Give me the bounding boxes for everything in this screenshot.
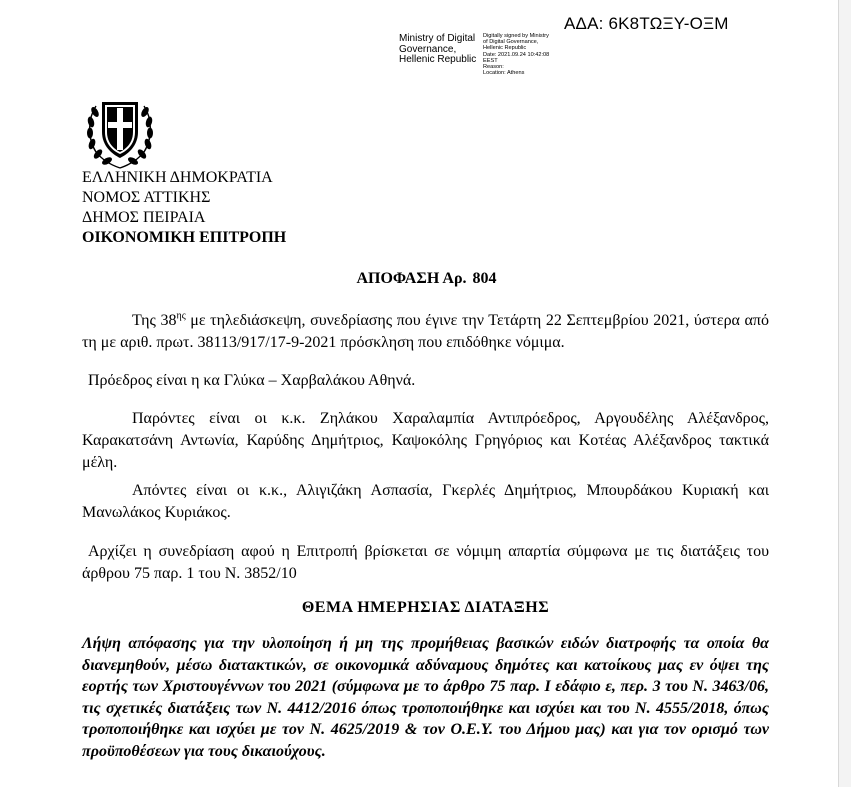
signature-detail-line: Reason: bbox=[483, 64, 504, 71]
signer-line: Governance, bbox=[399, 43, 457, 55]
signer-line: Ministry of Digital bbox=[399, 33, 476, 44]
signature-detail-line: Date: 2021.09.24 10:42:08 bbox=[483, 51, 550, 58]
meeting-post: με τηλεδιάσκεψη, συνεδρίασης που έγινε την Τετάρτη 22 Σεπτεμβρίου 2021, ύστερα από τη με αριθ. πρωτ. 38113/917/17-9-2021 πρόσκληση που επιδόθηκε νόμιμα. bbox=[82, 312, 769, 351]
decision-label: ΑΠΟΦΑΣΗ Αρ. bbox=[356, 270, 467, 287]
signer-line: Hellenic Republic bbox=[399, 54, 477, 65]
meeting-paragraph bbox=[82, 310, 769, 354]
digital-signature-signer bbox=[399, 34, 476, 66]
agenda-theme-title: ΘΕΜΑ ΗΜΕΡΗΣΙΑΣ ΔΙΑΤΑΞΗΣ bbox=[301, 599, 550, 616]
header-prefecture: ΝΟΜΟΣ ΑΤΤΙΚΗΣ bbox=[82, 189, 211, 206]
digital-signature-details bbox=[483, 33, 549, 76]
decision-title bbox=[0, 270, 851, 288]
header-municipality: ΔΗΜΟΣ ΠΕΙΡΑΙΑ bbox=[82, 209, 206, 226]
president-paragraph: Πρόεδρος είναι η κα Γλύκα – Χαρβαλάκου Αθηνά. bbox=[88, 372, 416, 389]
signature-detail-line: Hellenic Republic bbox=[483, 45, 527, 52]
agenda-subject: Λήψη απόφασης για την υλοποίηση ή μη της προμήθειας βασικών ειδών διατροφής τα οποία θα διανεμηθούν, μέσω διατακτικών, σε οικονομικά αδύναμους δημότες και κατοίκους μας εν όψει της εορτής των Χριστουγέννων του 2021 (σύμφωνα με το άρθρο 75 παρ. Ι εδάφιο ε, περ. 3 του Ν. 3463/06, τις σχετικές διατάξεις των Ν. 4412/2016 όπως τροποποιήθηκε και ισχύει και του Ν. 4555/2018, όπως τροποποιήθηκε και ισχύει με τον Ν. 4625/2019 & τον Ο.Ε.Υ. του Δήμου μας) και για τον ορισμό των προϋποθέσεων για τους δικαιούχους. bbox=[82, 635, 769, 760]
decision-number: 804 bbox=[472, 270, 497, 287]
present-members-paragraph: Παρόντες είναι οι κ.κ. Ζηλάκου Χαραλαμπία Αντιπρόεδρος, Αργουδέλης Αλέξανδρος, Καρακατσάνη Αντωνία, Καρύδης Δημήτριος, Καψοκόλης Γρηγόριος και Κοτέας Αλέξανδρος τακτικά μέλη. bbox=[82, 410, 769, 471]
page-frame-edge bbox=[838, 0, 851, 787]
quorum-paragraph: Αρχίζει η συνεδρίαση αφού η Επιτροπή βρίσκεται σε νόμιμη απαρτία σύμφωνα με τις διατάξεις του άρθρου 75 παρ. 1 του Ν. 3852/10 bbox=[82, 543, 769, 582]
meeting-ordinal-suffix: ης bbox=[176, 310, 186, 322]
meeting-pre: Της 38 bbox=[132, 312, 177, 329]
ada-code: ΑΔΑ: 6Κ8ΤΩΞΥ-ΟΞΜ bbox=[564, 14, 729, 33]
signature-detail-line: Digitally signed by Ministry bbox=[483, 33, 549, 39]
header-committee: ΟΙΚΟΝΟΜΙΚΗ ΕΠΙΤΡΟΠΗ bbox=[82, 229, 287, 246]
header-republic: ΕΛΛΗΝΙΚΗ ΔΗΜΟΚΡΑΤΙΑ bbox=[82, 169, 273, 186]
absent-members-paragraph: Απόντες είναι οι κ.κ., Αλιγιζάκη Ασπασία, Γκερλές Δημήτριος, Μπουρδάκου Κυριακή και Μανωλάκος Κυριάκος. bbox=[82, 482, 769, 521]
signature-detail-line: of Digital Governance, bbox=[483, 39, 539, 46]
signature-detail-line: Location: Athens bbox=[483, 70, 525, 77]
issuer-header bbox=[82, 168, 286, 248]
greek-coat-of-arms-emblem bbox=[82, 88, 158, 172]
signature-detail-line: EEST bbox=[483, 57, 498, 64]
